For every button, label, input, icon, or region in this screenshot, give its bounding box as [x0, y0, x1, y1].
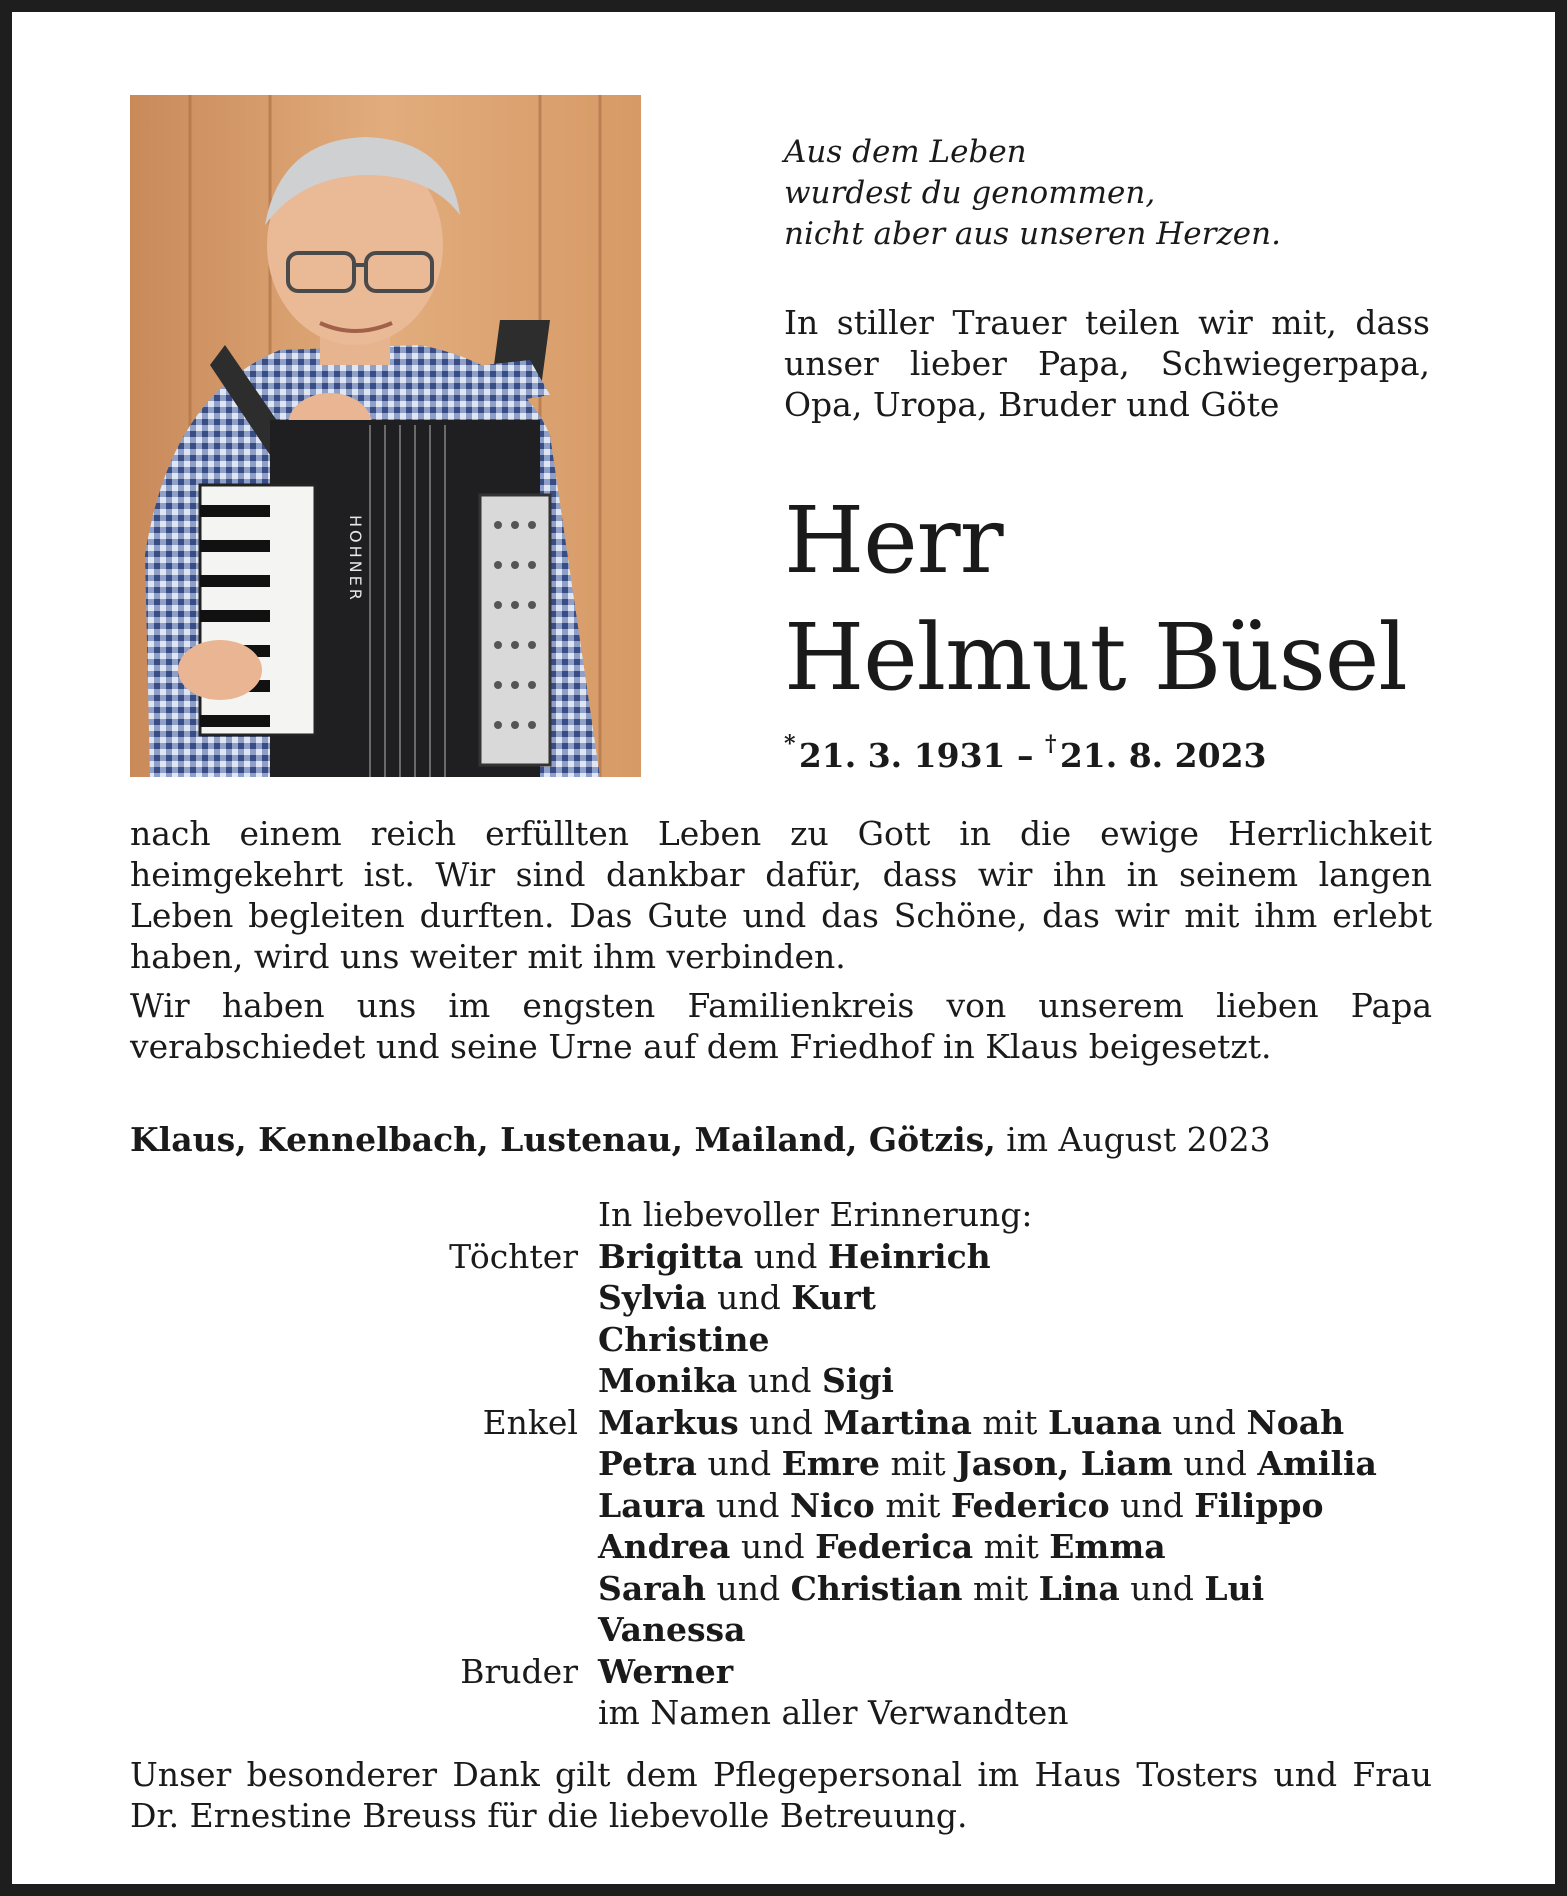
intro-text: In stiller Trauer teilen wir mit, dass unser lieber Papa, Schwiegerpapa, Opa, Uropa, Bruder und Göte — [784, 303, 1430, 424]
place-date-line — [130, 1119, 1271, 1160]
places: Klaus, Kennelbach, Lustenau, Mailand, Götzis, — [130, 1120, 996, 1159]
portrait-illustration — [130, 95, 641, 777]
birth-date: 21. 3. 1931 — [798, 736, 1006, 775]
family-name: Lui — [1204, 1568, 1265, 1608]
family-label-daughters: Töchter — [449, 1236, 578, 1276]
accordion-brand: HOHNER — [346, 515, 365, 603]
family-name: Sarah — [598, 1568, 706, 1608]
word-und: und — [1130, 1568, 1194, 1608]
family-row — [112, 1277, 1472, 1319]
birth-symbol: * — [784, 731, 796, 757]
family-name: Emre — [781, 1444, 881, 1483]
portrait-photo — [130, 95, 641, 777]
family-name: Luana — [1047, 1402, 1162, 1442]
name-title: Herr — [784, 487, 1003, 594]
word-mit: mit — [890, 1444, 946, 1483]
word-mit: mit — [973, 1568, 1029, 1608]
family-row — [112, 1526, 1472, 1568]
word-und: und — [1120, 1485, 1184, 1525]
family-name: Lina — [1038, 1568, 1120, 1608]
family-footer: im Namen aller Verwandten — [598, 1693, 1069, 1732]
word-und: und — [1172, 1402, 1237, 1442]
family-row — [112, 1651, 1472, 1693]
death-date: 21. 8. 2023 — [1059, 736, 1267, 775]
obituary-page — [12, 12, 1555, 1884]
family-row — [112, 1360, 1472, 1402]
family-name: Filippo — [1194, 1485, 1324, 1525]
family-row — [112, 1568, 1472, 1610]
place-date: im August 2023 — [1006, 1120, 1271, 1159]
family-row — [112, 1236, 1472, 1278]
word-und: und — [740, 1527, 805, 1566]
family-name: Heinrich — [827, 1236, 991, 1276]
date-dash: – — [1017, 736, 1034, 775]
word-mit: mit — [982, 1402, 1038, 1442]
family-name: Markus — [598, 1402, 739, 1442]
family-row — [112, 1485, 1472, 1527]
family-label-brother: Bruder — [460, 1651, 578, 1691]
family-row — [112, 1319, 1472, 1361]
family-name: Noah — [1246, 1402, 1345, 1442]
family-name: Laura — [598, 1485, 706, 1525]
thanks-text: Unser besonderer Dank gilt dem Pflegepersonal im Haus Tosters und Frau Dr. Ernestine Breuss für die liebevolle Betreuung. — [130, 1755, 1432, 1835]
word-und: und — [716, 1568, 781, 1608]
family-name: Federico — [950, 1485, 1110, 1525]
family-heading: In liebevoller Erinnerung: — [598, 1195, 1033, 1234]
family-name: Federica — [815, 1527, 974, 1566]
word-und: und — [1183, 1444, 1247, 1483]
family-name: Vanessa — [598, 1610, 746, 1649]
family-name: Werner — [598, 1651, 734, 1691]
family-row — [112, 1692, 1472, 1734]
word-und: und — [707, 1444, 772, 1483]
family-name: Monika — [598, 1361, 738, 1400]
family-name: Jason, Liam — [956, 1444, 1173, 1483]
family-name: Kurt — [791, 1278, 876, 1317]
name-full: Helmut Büsel — [784, 604, 1407, 711]
word-und: und — [717, 1278, 781, 1317]
family-name: Brigitta — [598, 1236, 744, 1276]
word-und: und — [749, 1402, 813, 1442]
family-label-grandchildren: Enkel — [482, 1402, 578, 1442]
quote-line: Aus dem Leben — [784, 134, 1027, 170]
family-name: Petra — [598, 1444, 697, 1483]
obituary-body — [130, 813, 1432, 1075]
family-row — [112, 1194, 1472, 1236]
word-und: und — [715, 1485, 780, 1525]
word-mit: mit — [885, 1485, 941, 1525]
word-mit: mit — [983, 1527, 1039, 1566]
family-name: Andrea — [598, 1527, 731, 1566]
death-symbol: † — [1045, 731, 1057, 757]
family-name: Christian — [790, 1568, 963, 1608]
word-und: und — [753, 1236, 818, 1276]
family-name: Martina — [823, 1402, 972, 1442]
family-name: Sylvia — [598, 1278, 707, 1317]
quote-line: nicht aber aus unseren Herzen. — [784, 216, 1281, 252]
body-paragraph: Wir haben uns im engsten Familienkreis von unserem lieben Papa verabschiedet und seine Urne auf dem Friedhof in Klaus beigesetzt. — [130, 986, 1432, 1066]
family-name: Christine — [598, 1319, 770, 1359]
quote — [784, 132, 1344, 255]
family-name: Amilia — [1257, 1444, 1377, 1483]
quote-line: wurdest du genommen, — [784, 175, 1156, 211]
family-name: Nico — [790, 1485, 875, 1525]
family-row — [112, 1402, 1472, 1444]
life-dates — [784, 731, 1267, 775]
family-row — [112, 1609, 1472, 1651]
deceased-name — [784, 482, 1484, 716]
body-paragraph: nach einem reich erfüllten Leben zu Gott in die ewige Herrlichkeit heimgekehrt ist. Wir sind dankbar dafür, dass wir ihn in seinem langen Leben begleiten durften. Das Gute und das Schöne, das wir mit ihm erlebt haben, wird uns weiter mit ihm verbinden. — [130, 814, 1432, 976]
family-name: Emma — [1049, 1527, 1166, 1566]
word-und: und — [747, 1361, 812, 1400]
family-name: Sigi — [821, 1361, 894, 1400]
family-row — [112, 1443, 1472, 1485]
family-list — [112, 1194, 1472, 1734]
